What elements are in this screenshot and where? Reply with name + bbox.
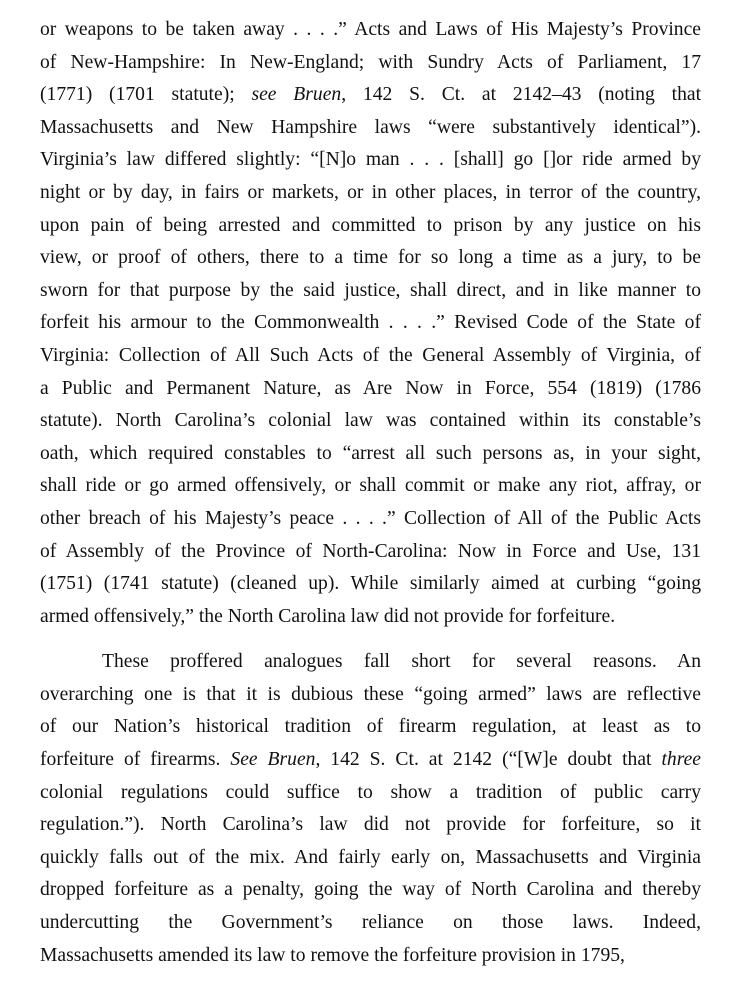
text-line: upon pain of being arrested and committed to prison by any justice on his (40, 214, 701, 236)
text-line: other breach of his Majesty’s peace . . . .” Collection of All of the Public Acts (40, 507, 701, 529)
text-line: dropped forfeiture as a penalty, going the way of North Carolina and thereby (40, 879, 701, 901)
text-line: of New-Hampshire: In New-England; with Sundry Acts of Parliament, 17 (40, 51, 701, 73)
italic-text: See Bruen (230, 749, 316, 771)
text-line: armed offensively,” the North Carolina law did not provide for forfeiture. (40, 605, 616, 627)
text-line: quickly falls out of the mix. And fairly early on, Massachusetts and Virginia (40, 846, 701, 868)
text-line: colonial regulations could suffice to show a tradition of public carry (40, 781, 701, 803)
text-line: regulation.”). North Carolina’s law did not provide for forfeiture, so it (40, 814, 701, 836)
text-line: of Assembly of the Province of North-Carolina: Now in Force and Use, 131 (40, 540, 701, 562)
text-line: of our Nation’s historical tradition of firearm regulation, at least as to (40, 716, 701, 738)
text-line: shall ride or go armed offensively, or shall commit or make any riot, affray, or (40, 475, 701, 497)
text-line: Massachusetts amended its law to remove the forfeiture provision in 1795, (40, 944, 625, 966)
italic-text: three (661, 749, 701, 771)
text-line: forfeit his armour to the Commonwealth . . . .” Revised Code of the State of (40, 312, 701, 334)
italic-text: see Bruen (251, 84, 342, 106)
text-line: Massachusetts and New Hampshire laws “were substantively identical”). (40, 116, 701, 138)
text-line: statute). North Carolina’s colonial law was contained within its constable’s (40, 410, 701, 432)
text-line: night or by day, in fairs or markets, or in other places, in terror of the country, (40, 181, 701, 203)
text-line: overarching one is that it is dubious these “going armed” laws are reflective (40, 683, 701, 705)
text-line: (1771) (1701 statute); see Bruen, 142 S. Ct. at 2142–43 (noting that (40, 84, 702, 106)
paragraph-gap (40, 633, 701, 646)
paragraph-going-armed-laws (40, 14, 701, 633)
text-line: Virginia’s law differed slightly: “[N]o man . . . [shall] go []or ride armed by (40, 149, 701, 171)
text-line: forfeiture of firearms. See Bruen, 142 S. Ct. at 2142 (“[W]e doubt that three (40, 749, 701, 771)
text-line: a Public and Permanent Nature, as Are Now in Force, 554 (1819) (1786 (40, 377, 701, 399)
text-line: undercutting the Government’s reliance on those laws. Indeed, (40, 912, 701, 934)
text-line: These proffered analogues fall short for several reasons. An (102, 651, 701, 673)
document-page (40, 14, 701, 972)
text-line: Virginia: Collection of All Such Acts of the General Assembly of Virginia, of (40, 344, 701, 366)
paragraph-analogues-fall-short (40, 646, 701, 972)
text-line: view, or proof of others, there to a time for so long a time as a jury, to be (40, 247, 701, 269)
text-line: sworn for that purpose by the said justice, shall direct, and in like manner to (40, 279, 701, 301)
text-line: or weapons to be taken away . . . .” Acts and Laws of His Majesty’s Province (40, 19, 701, 40)
text-line: (1751) (1741 statute) (cleaned up). While similarly aimed at curbing “going (40, 573, 701, 595)
text-line: oath, which required constables to “arrest all such persons as, in your sight, (40, 442, 701, 464)
